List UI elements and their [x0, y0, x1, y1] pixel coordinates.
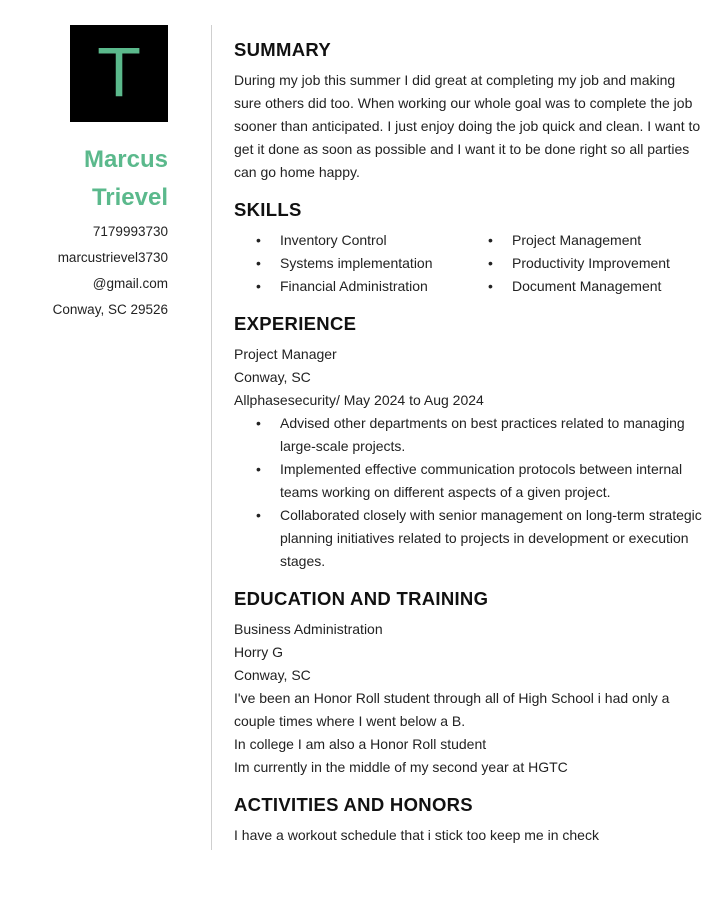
monogram-badge: T — [70, 25, 168, 122]
main-content — [234, 36, 702, 859]
education-section — [234, 585, 702, 779]
summary-section — [234, 36, 702, 184]
skills-list — [234, 229, 702, 298]
job-title: Project Manager — [234, 346, 337, 362]
experience-heading: EXPERIENCE — [234, 313, 357, 334]
experience-section — [234, 310, 702, 573]
education-heading: EDUCATION AND TRAINING — [234, 588, 489, 609]
skills-column-left — [234, 229, 466, 298]
first-name: Marcus — [83, 146, 168, 173]
education-line: Conway, SC — [234, 667, 311, 683]
skills-column-right — [466, 229, 698, 298]
job-location: Conway, SC — [234, 369, 311, 385]
summary-text: During my job this summer I did great at completing my job and making sure others did too. When working our whole goal was to complete the job sooner than anticipated. I just enjoy doing the job quick and clean. I want to get it done as soon as possible and I want it to be done right so all parties can go home happy. — [234, 72, 701, 180]
education-line: Im currently in the middle of my second year at HGTC — [234, 759, 568, 775]
education-line: In college I am also a Honor Roll student — [234, 736, 487, 752]
contact-phone: 7179993730 — [92, 224, 168, 239]
contact-location: Conway, SC 29526 — [52, 302, 168, 317]
contact-email-line1: marcustrievel3730 — [57, 250, 168, 265]
skills-heading: SKILLS — [234, 199, 302, 220]
skill-item: • Financial Administration — [234, 275, 466, 298]
activities-heading: ACTIVITIES AND HONORS — [234, 794, 473, 815]
experience-bullet: • Advised other departments on best practices related to managing large-scale projects. — [234, 412, 702, 458]
skill-item: • Project Management — [466, 229, 698, 252]
summary-heading: SUMMARY — [234, 39, 331, 60]
skill-item: • Productivity Improvement — [466, 252, 698, 275]
column-divider — [211, 25, 212, 850]
experience-bullets — [234, 412, 702, 573]
experience-bullet: • Collaborated closely with senior management on long-term strategic planning initiatives related to projects in development or execution stages. — [234, 504, 702, 573]
activities-text: I have a workout schedule that i stick too keep me in check — [234, 827, 599, 843]
job-company-dates: Allphasesecurity/ May 2024 to Aug 2024 — [234, 392, 484, 408]
education-line: Horry G — [234, 644, 283, 660]
activities-section — [234, 791, 702, 847]
skills-section — [234, 196, 702, 298]
skill-item: • Inventory Control — [234, 229, 466, 252]
contact-email-line2: @gmail.com — [92, 276, 168, 291]
education-line: Business Administration — [234, 621, 383, 637]
last-name: Trievel — [91, 184, 168, 211]
education-line: I've been an Honor Roll student through all of High School i had only a couple times where I went below a B. — [234, 690, 670, 729]
skill-item: • Systems implementation — [234, 252, 466, 275]
experience-bullet: • Implemented effective communication protocols between internal teams working on different aspects of a given project. — [234, 458, 702, 504]
skill-item: • Document Management — [466, 275, 698, 298]
